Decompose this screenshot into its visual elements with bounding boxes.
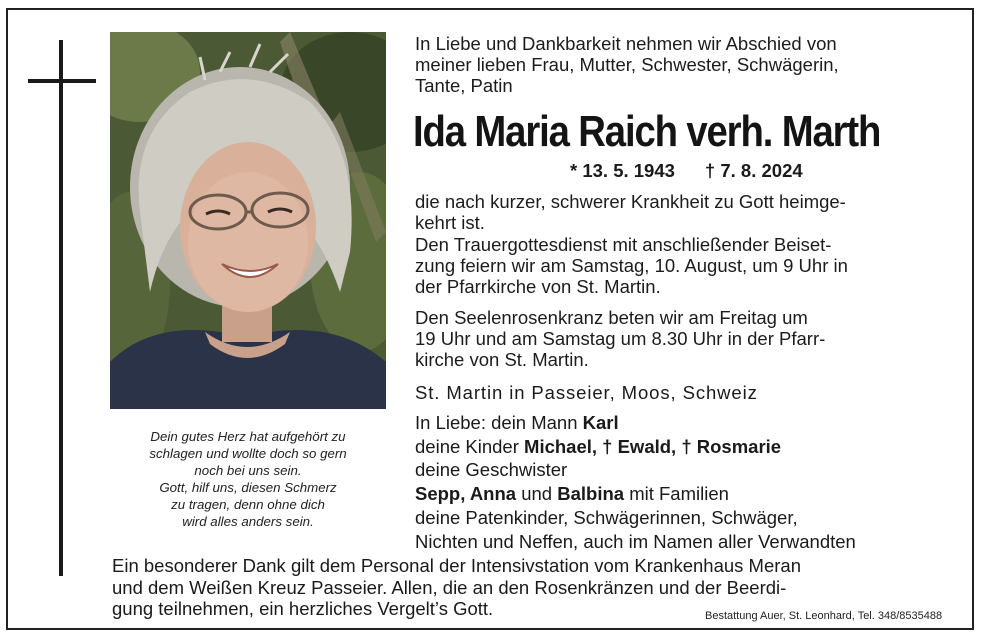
paragraph-rosary: [415, 307, 955, 370]
paragraph-passing: [415, 191, 955, 233]
survivor-line: deine Geschwister: [415, 459, 568, 481]
survivor-text: und: [516, 483, 558, 505]
survivor-name: Sepp, Anna: [415, 483, 517, 505]
paragraph-line: 19 Uhr und am Samstag um 8.30 Uhr in der Pfarr-: [415, 328, 826, 349]
poem-line: Gott, hilf uns, diesen Schmerz: [159, 480, 337, 495]
memorial-poem: [110, 428, 386, 530]
paragraph-line: Den Seelenrosenkranz beten wir am Freitag um: [415, 307, 808, 328]
survivor-line: Nichten und Neffen, auch im Namen aller Verwandten: [415, 530, 856, 552]
cross-symbol-horizontal: [28, 79, 96, 83]
paragraph-line: kehrt ist.: [415, 212, 485, 233]
paragraph-line: zung feiern wir am Samstag, 10. August, um 9 Uhr in: [415, 255, 848, 276]
intro-line: Tante, Patin: [415, 75, 513, 96]
survivor-line: [415, 435, 960, 459]
paragraph-line: Den Trauergottesdienst mit anschließender Beiset-: [415, 234, 832, 255]
poem-line: wird alles anders sein.: [182, 514, 314, 529]
deceased-name: Ida Maria Raich verh. Marth: [413, 107, 881, 156]
survivor-name: Karl: [582, 412, 619, 433]
place-line: St. Martin in Passeier, Moos, Schweiz: [415, 382, 758, 403]
life-dates: [570, 160, 803, 182]
poem-line: noch bei uns sein.: [194, 463, 302, 478]
thanks-line: Ein besonderer Dank gilt dem Personal der Intensivstation vom Krankenhaus Meran: [112, 555, 801, 576]
paragraph-line: der Pfarrkirche von St. Martin.: [415, 276, 661, 297]
survivor-line: [415, 411, 960, 435]
poem-line: zu tragen, denn ohne dich: [171, 497, 325, 512]
poem-line: schlagen und wollte doch so gern: [149, 446, 347, 461]
survivor-name: Balbina: [557, 483, 625, 505]
survivor-text: In Liebe: dein Mann: [415, 412, 583, 433]
survivor-line: [415, 482, 960, 506]
death-date: † 7. 8. 2024: [704, 160, 803, 181]
birth-date: * 13. 5. 1943: [570, 160, 675, 181]
survivor-text: deine Kinder: [415, 435, 525, 457]
poem-line: Dein gutes Herz hat aufgehört zu: [150, 429, 346, 444]
intro-line: meiner lieben Frau, Mutter, Schwester, Schwägerin,: [415, 54, 839, 75]
cross-symbol-vertical: [59, 40, 63, 576]
intro-line: In Liebe und Dankbarkeit nehmen wir Abschied von: [415, 33, 837, 54]
portrait-photo: [110, 32, 386, 409]
funeral-home-credit: Bestattung Auer, St. Leonhard, Tel. 348/8535488: [705, 610, 943, 622]
intro-text: [415, 33, 955, 96]
survivor-name: Michael, † Ewald, † Rosmarie: [524, 435, 782, 457]
survivor-text: mit Familien: [624, 483, 729, 505]
survivor-line: deine Patenkinder, Schwägerinnen, Schwäger,: [415, 506, 798, 528]
thanks-line: und dem Weißen Kreuz Passeier. Allen, die an den Rosenkränzen und der Beerdi-: [112, 576, 787, 598]
thanks-line: gung teilnehmen, ein herzliches Vergelt’s Gott.: [112, 598, 494, 619]
paragraph-funeral-service: [415, 234, 955, 297]
survivors-list: [415, 411, 960, 553]
paragraph-line: kirche von St. Martin.: [415, 349, 589, 370]
paragraph-line: die nach kurzer, schwerer Krankheit zu Gott heimge-: [415, 191, 846, 212]
